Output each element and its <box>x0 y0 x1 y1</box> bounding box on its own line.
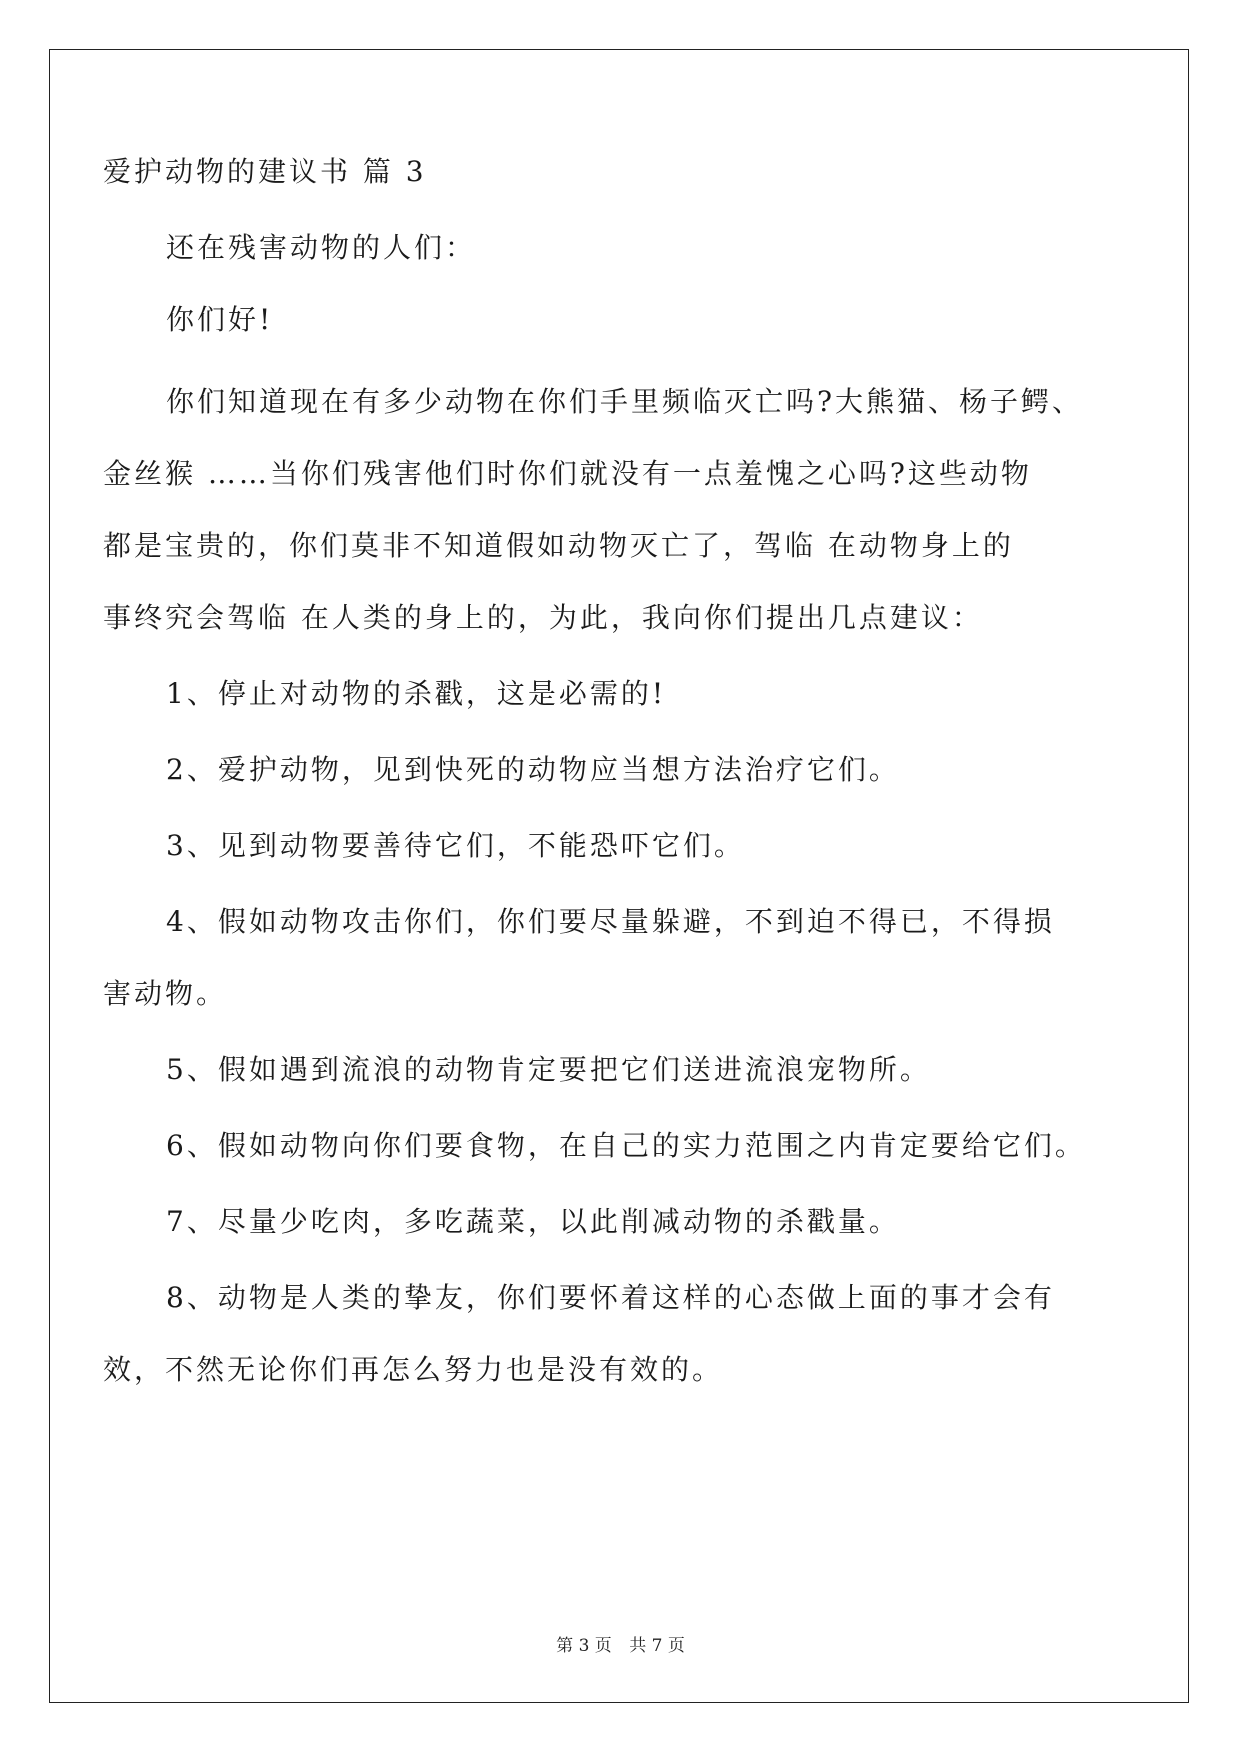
paragraph-line: 你们知道现在有多少动物在你们手里频临灭亡吗?大熊猫、杨子鳄、 <box>166 385 1084 418</box>
suggestion-item: 6、假如动物向你们要食物，在自己的实力范围之内肯定要给它们。 <box>166 1129 1086 1162</box>
greeting: 你们好! <box>166 303 274 336</box>
page-number-current: 第 3 页 <box>556 1636 612 1656</box>
document-heading: 爱护动物的建议书 篇 3 <box>103 155 427 188</box>
paragraph-line: 事终究会驾临 在人类的身上的，为此，我向你们提出几点建议： <box>103 601 983 634</box>
suggestion-item: 3、见到动物要善待它们，不能恐吓它们。 <box>166 829 745 862</box>
page-footer <box>0 1631 1241 1656</box>
suggestion-item: 2、爱护动物，见到快死的动物应当想方法治疗它们。 <box>166 753 900 786</box>
suggestion-item: 8、动物是人类的挚友，你们要怀着这样的心态做上面的事才会有 <box>166 1281 1055 1314</box>
page-number-total: 共 7 页 <box>629 1636 685 1656</box>
suggestion-item-continued: 效，不然无论你们再怎么努力也是没有效的。 <box>103 1353 724 1386</box>
suggestion-item: 4、假如动物攻击你们，你们要尽量躲避，不到迫不得已，不得损 <box>166 905 1055 938</box>
suggestion-item: 7、尽量少吃肉，多吃蔬菜，以此削减动物的杀戳量。 <box>166 1205 900 1238</box>
suggestion-item: 5、假如遇到流浪的动物肯定要把它们送进流浪宠物所。 <box>166 1053 931 1086</box>
suggestion-item: 1、停止对动物的杀戳，这是必需的! <box>166 677 667 710</box>
salutation: 还在残害动物的人们： <box>166 231 477 264</box>
page-border <box>49 49 1189 1703</box>
paragraph-line: 都是宝贵的，你们莫非不知道假如动物灭亡了，驾临 在动物身上的 <box>103 529 1014 562</box>
paragraph-line: 金丝猴 ……当你们残害他们时你们就没有一点羞愧之心吗?这些动物 <box>103 457 1032 490</box>
suggestion-item-continued: 害动物。 <box>103 977 228 1010</box>
